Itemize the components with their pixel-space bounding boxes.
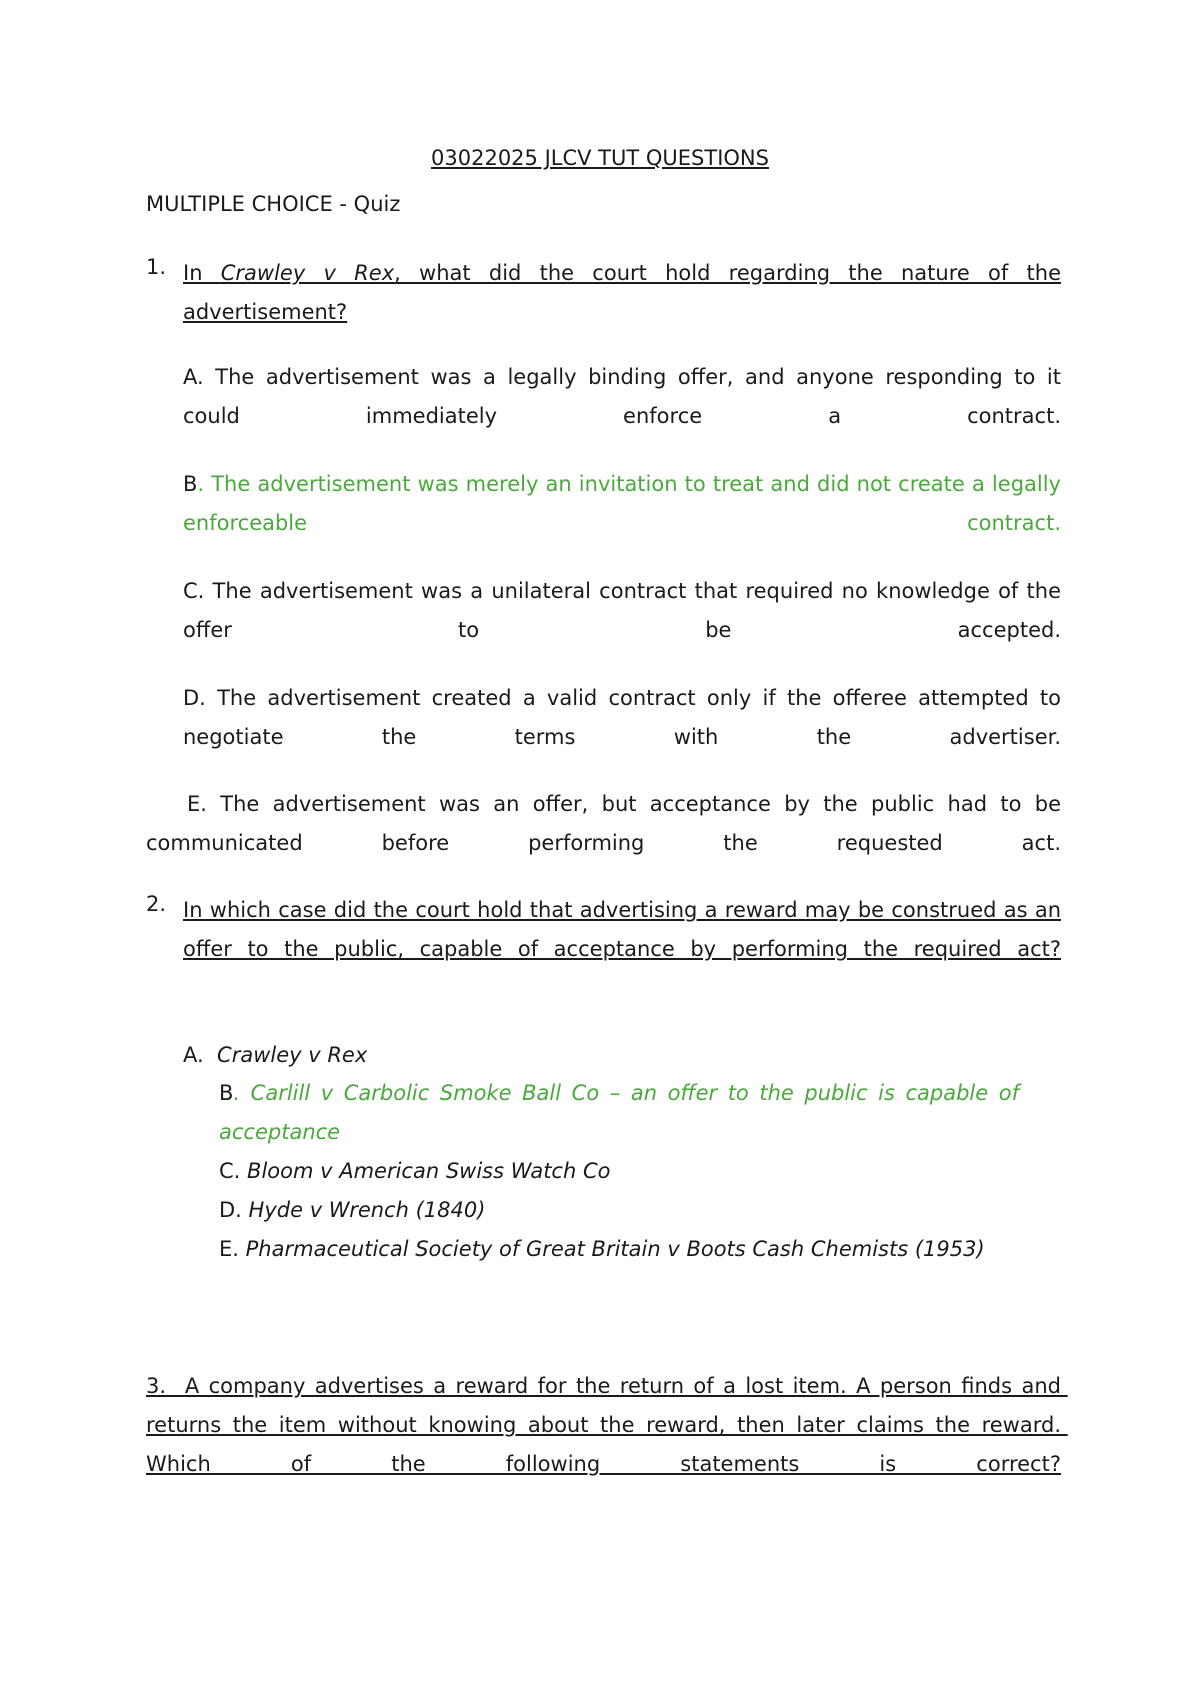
question-1-number: 1.	[146, 255, 167, 279]
option-letter: E.	[219, 1237, 239, 1261]
option-text: Bloom v American Swiss Watch Co	[247, 1159, 611, 1183]
question-3-text	[146, 1367, 1068, 1523]
option-letter: D.	[183, 686, 206, 710]
option-letter: A.	[183, 1043, 204, 1067]
question-1-option-c	[183, 572, 1061, 689]
question-1-option-b	[183, 465, 1061, 582]
question-1-option-a	[183, 358, 1061, 475]
option-letter: B	[219, 1081, 234, 1105]
correct-answer-text: . Carlill v Carbolic Smoke Ball Co – an offer to the public is capable of acceptance	[219, 1081, 1019, 1144]
option-text: Hyde v Wrench (1840)	[248, 1198, 486, 1222]
question-1-option-e	[146, 785, 1061, 902]
option-letter: C.	[219, 1159, 241, 1183]
question-1-prefix: In	[183, 261, 221, 285]
option-text: Pharmaceutical Society of Great Britain v Boots Cash Chemists (1953)	[245, 1237, 985, 1261]
question-2-option-d	[219, 1191, 485, 1230]
question-2-option-a	[183, 1036, 367, 1075]
page-subtitle: MULTIPLE CHOICE - Quiz	[146, 192, 401, 216]
question-3-number: 3.	[146, 1374, 167, 1398]
question-2-number: 2.	[146, 892, 167, 916]
question-2-option-e	[219, 1230, 985, 1269]
option-text: The advertisement was a unilateral contract that required no knowledge of the offer to be accepted.	[183, 579, 1061, 642]
option-text: The advertisement was a legally binding offer, and anyone responding to it could immediately enforce a contract.	[183, 365, 1061, 428]
option-letter: A.	[183, 365, 204, 389]
question-1-case: Crawley v Rex	[220, 261, 395, 285]
option-text: The advertisement was an offer, but acceptance by the public had to be communicated before performing the requested act.	[146, 792, 1061, 855]
option-letter: C.	[183, 579, 205, 603]
option-text: The advertisement created a valid contract only if the offeree attempted to negotiate the terms with the advertiser.	[183, 686, 1061, 749]
correct-answer-text: . The advertisement was merely an invitation to treat and did not create a legally enforceable contract.	[183, 472, 1061, 535]
question-1-option-d	[183, 679, 1061, 796]
question-1-text	[183, 254, 1061, 371]
option-letter: D.	[219, 1198, 242, 1222]
page-title: 03022025 JLCV TUT QUESTIONS	[431, 146, 769, 170]
option-text: Crawley v Rex	[217, 1043, 368, 1067]
question-2-option-c	[219, 1152, 610, 1191]
question-2-text: In which case did the court hold that advertising a reward may be construed as an offer to the public, capable of acceptance by performing the required act?	[183, 898, 1061, 961]
option-letter: E.	[187, 792, 207, 816]
question-3-body: A company advertises a reward for the return of a lost item. A person finds and returns the item without knowing about the reward, then later claims the reward. Which of the following statements is correct?	[146, 1374, 1068, 1476]
option-letter: B	[183, 472, 198, 496]
question-1-suffix: , what did the court hold regarding the nature of the advertisement?	[183, 261, 1061, 324]
